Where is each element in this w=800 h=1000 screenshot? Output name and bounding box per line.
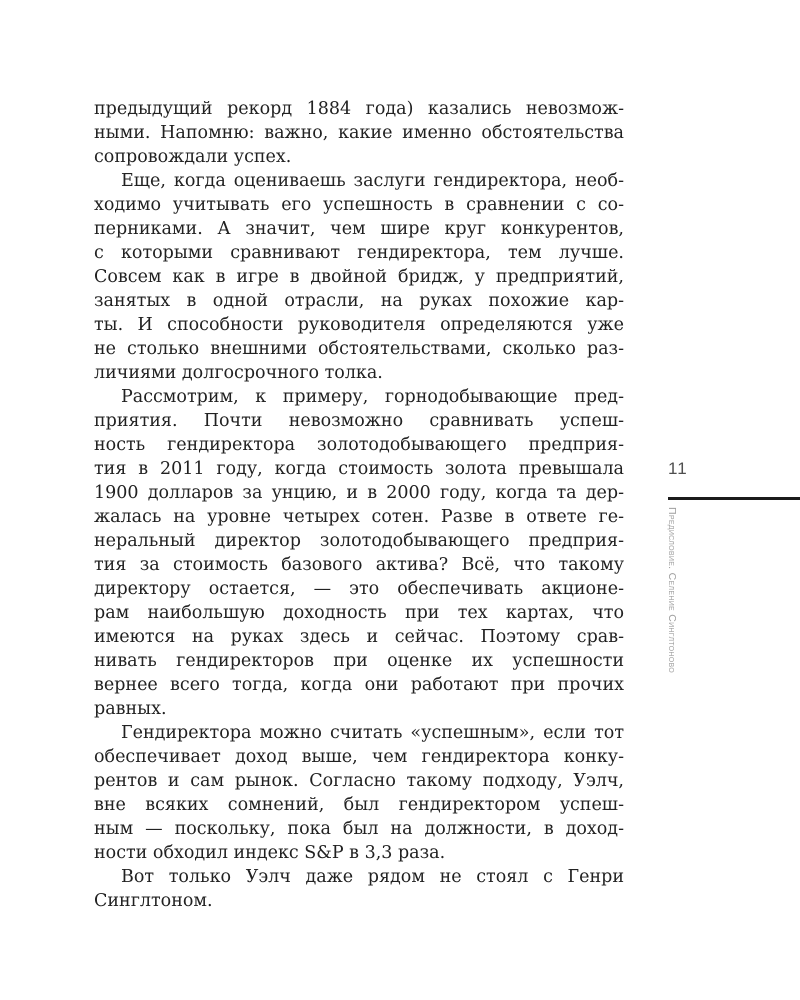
text-line: жалась на уровне четырех сотен. Разве в ответе ге-: [94, 507, 624, 527]
text-line: вне всяких сомнений, был гендиректором успеш-: [94, 795, 624, 815]
text-line: тия в 2011 году, когда стоимость золота превышала: [94, 459, 624, 479]
text-line: приятия. Почти невозможно сравнивать успеш-: [94, 411, 624, 431]
text-line: перниками. А значит, чем шире круг конкурентов,: [94, 219, 624, 239]
text-line: ты. И способности руководителя определяются уже: [94, 315, 624, 335]
text-line: рам наибольшую доходность при тех картах, что: [94, 603, 624, 623]
text-line: ности обходил индекс S&P в 3,3 раза.: [94, 843, 446, 863]
text-line: директору остается, — это обеспечивать акционе-: [94, 579, 624, 599]
text-line: Совсем как в игре в двойной бридж, у предприятий,: [94, 267, 624, 287]
text-line: личиями долгосрочного толка.: [94, 363, 383, 383]
margin-rule: [668, 497, 800, 500]
running-title: Предисловие. Селение Синглтоново: [666, 507, 678, 673]
text-line: ность гендиректора золотодобывающего предприя-: [94, 435, 624, 455]
text-line: обеспечивает доход выше, чем гендиректора конку-: [94, 747, 624, 767]
text-line: ным — поскольку, пока был на должности, в доход-: [94, 819, 624, 839]
text-line: Рассмотрим, к примеру, горнодобывающие пред-: [121, 387, 624, 407]
text-line: не столько внешними обстоятельствами, сколько раз-: [94, 339, 624, 359]
text-line: имеются на руках здесь и сейчас. Поэтому срав-: [94, 627, 624, 647]
page-number: 11: [668, 459, 688, 478]
text-line: рентов и сам рынок. Согласно такому подходу, Уэлч,: [94, 771, 624, 791]
text-line: 1900 долларов за унцию, и в 2000 году, когда та дер-: [94, 483, 624, 503]
text-line: Гендиректора можно считать «успешным», если тот: [121, 723, 624, 743]
text-line: нивать гендиректоров при оценке их успешности: [94, 651, 624, 671]
text-line: занятых в одной отрасли, на руках похожие кар-: [94, 291, 624, 311]
text-line: тия за стоимость базового актива? Всё, что такому: [94, 555, 624, 575]
text-line: неральный директор золотодобывающего предприя-: [94, 531, 624, 551]
text-line: равных.: [94, 699, 167, 719]
text-line: Еще, когда оцениваешь заслуги гендиректора, необ-: [121, 171, 624, 191]
text-line: сопровождали успех.: [94, 147, 292, 167]
text-line: Синглтоном.: [94, 891, 213, 911]
text-line: ходимо учитывать его успешность в сравнении с со-: [94, 195, 624, 215]
text-block: [94, 97, 624, 913]
text-line: предыдущий рекорд 1884 года) казались невозмож-: [94, 99, 624, 119]
text-line: с которыми сравнивают гендиректора, тем лучше.: [94, 243, 624, 263]
text-line: ными. Напомню: важно, какие именно обстоятельства: [94, 123, 624, 143]
text-line: вернее всего тогда, когда они работают при прочих: [94, 675, 624, 695]
text-line: Вот только Уэлч даже рядом не стоял с Генри: [121, 867, 624, 887]
